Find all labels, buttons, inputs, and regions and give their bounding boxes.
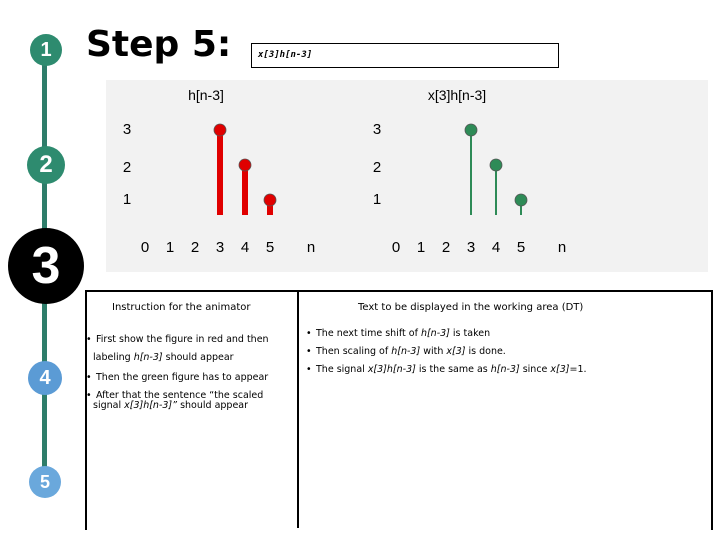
- animator-instruction-header: Instruction for the animator: [112, 302, 251, 313]
- display-area-box: [251, 43, 559, 68]
- animator-instruction-2-line1: Then the green figure has to appear: [96, 372, 269, 383]
- bullet-icon: •: [306, 346, 312, 357]
- animator-instruction-3-line2: signal: [93, 400, 125, 411]
- right-stem-marker: [490, 159, 502, 171]
- animator-instruction-1-line1: First show the figure in red and then: [96, 334, 269, 345]
- working-area-item-3: [306, 364, 587, 376]
- working-item-3-since: since: [519, 364, 551, 375]
- working-item-3-end: =1.: [569, 364, 587, 375]
- animator-instruction-1-line2: labeling: [93, 352, 134, 363]
- right-x-tick-label: 2: [441, 239, 451, 256]
- animator-instruction-3-line1: After that the sentence “the scaled: [96, 390, 264, 401]
- left-x-axis-label: n: [306, 239, 316, 256]
- right-y-tick-label: 3: [372, 121, 382, 138]
- stem-plot-figure: [106, 80, 708, 272]
- working-item-2-italic2: x[3]: [446, 346, 466, 357]
- instruction-table-divider: [297, 290, 299, 528]
- working-item-1-text: The next time shift of: [316, 328, 421, 339]
- right-x-tick-label: 4: [491, 239, 501, 256]
- working-area-item-2: [306, 346, 506, 358]
- stem-plots: [106, 80, 708, 272]
- working-item-2-text: Then scaling of: [316, 346, 392, 357]
- right-x-tick-label: 1: [416, 239, 426, 256]
- working-area-header: Text to be displayed in the working area (DT): [358, 302, 584, 313]
- working-item-2-mid: with: [420, 346, 447, 357]
- left-x-tick-label: 4: [240, 239, 250, 256]
- right-stem-marker: [515, 194, 527, 206]
- display-area-label: x[3]h[n-3]: [258, 50, 313, 60]
- working-item-2-end: is done.: [465, 346, 506, 357]
- right-x-tick-label: 3: [466, 239, 476, 256]
- animator-instruction-1: [86, 334, 269, 346]
- working-item-1-end: is taken: [449, 328, 491, 339]
- left-x-tick-label: 1: [165, 239, 175, 256]
- right-stem-marker: [465, 124, 477, 136]
- animator-instruction-1-cont: [93, 352, 234, 364]
- left-y-tick-label: 1: [122, 191, 132, 208]
- animator-instruction-1-italic: h[n-3]: [133, 352, 163, 363]
- step-marker-2[interactable]: 2: [27, 146, 65, 184]
- working-item-2-italic: h[n-3]: [391, 346, 421, 357]
- step-marker-4[interactable]: 4: [28, 361, 62, 395]
- animator-instruction-3-cont: [93, 400, 248, 412]
- bullet-icon: •: [86, 372, 92, 383]
- left-x-tick-label: 0: [140, 239, 150, 256]
- step-marker-1[interactable]: 1: [30, 34, 62, 66]
- working-item-3-italic3: x[3]: [550, 364, 570, 375]
- left-plot-title: h[n-3]: [188, 87, 224, 103]
- left-stem-marker: [214, 124, 226, 136]
- left-x-tick-label: 3: [215, 239, 225, 256]
- bullet-icon: •: [86, 390, 92, 401]
- working-item-3-mid: is the same as: [415, 364, 491, 375]
- step-marker-5[interactable]: 5: [29, 466, 61, 498]
- working-item-3-italic: x[3]h[n-3]: [367, 364, 416, 375]
- animator-instruction-2: [86, 372, 268, 384]
- animator-instruction-3-line2-end: should appear: [177, 400, 249, 411]
- working-item-3-italic2: h[n-3]: [490, 364, 520, 375]
- animator-instruction-3-italic: x[3]h[n-3]”: [124, 400, 178, 411]
- bullet-icon: •: [306, 364, 312, 375]
- left-stem-marker: [239, 159, 251, 171]
- right-x-tick-label: 5: [516, 239, 526, 256]
- working-item-3-text: The signal: [316, 364, 368, 375]
- step-title: Step 5:: [86, 24, 232, 65]
- animator-instruction-1-line2-end: should appear: [162, 352, 234, 363]
- right-y-tick-label: 1: [372, 191, 382, 208]
- right-x-tick-label: 0: [391, 239, 401, 256]
- working-item-1-italic: h[n-3]: [420, 328, 450, 339]
- right-x-axis-label: n: [557, 239, 567, 256]
- step-marker-3[interactable]: 3: [8, 228, 84, 304]
- bullet-icon: •: [306, 328, 312, 339]
- right-plot-title: x[3]h[n-3]: [427, 87, 487, 103]
- right-y-tick-label: 2: [372, 159, 382, 176]
- working-area-item-1: [306, 328, 490, 340]
- left-y-tick-label: 2: [122, 159, 132, 176]
- left-x-tick-label: 2: [190, 239, 200, 256]
- left-x-tick-label: 5: [265, 239, 275, 256]
- left-stem-marker: [264, 194, 276, 206]
- left-y-tick-label: 3: [122, 121, 132, 138]
- bullet-icon: •: [86, 334, 92, 345]
